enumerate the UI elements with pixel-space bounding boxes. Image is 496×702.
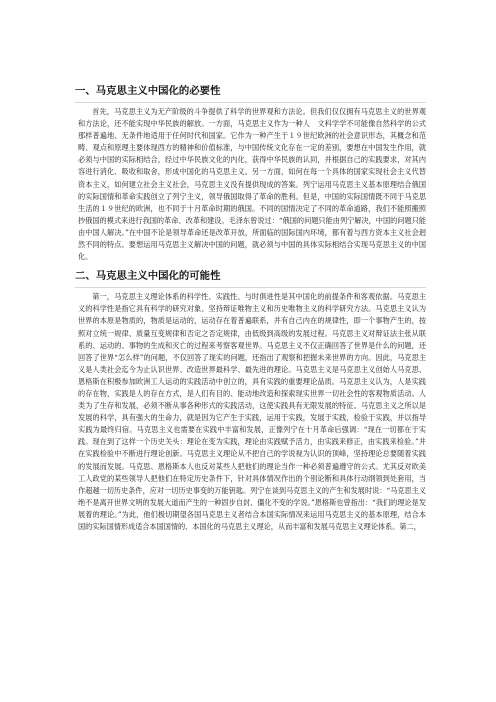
section-2-heading: 二、马克思主义中国化的可能性 bbox=[75, 270, 221, 283]
section-2-divider bbox=[75, 287, 426, 288]
section-1-divider bbox=[75, 102, 426, 103]
section-1-body: 首先，马克思主义为无产阶级的斗争提供了科学的世界观和方法论。但我们仅仅拥有马克思主义的世界观和方法论，还不能实现中华民族的解放。一方面，马克思主义作为一种人 文科学学不可能像自然科学的公式那样普遍地、无条件地适用于任何时代和国家。它作为一种产生于１９世纪欧洲的社会意识形态，其概念和范畴、观点和原理主要体现西方的精神和价值标准，与中国传统文化存在一定的差别，要想在中国发生作用，就必须与中国的实际相结合，经过中华民族文化的内化，获得中华民族的认同，并根据自己的实践要求，对其内容进行消化、吸收和取舍，形成中国化的马克思主义。另一方面，如何在每一个具体的国家实现社会主义代替资本主义，如何建立社会主义社会，马克思主义没有提供现成的答案。列宁运用马克思主义基本原理结合俄国的实际国情和革命实践创立了列宁主义，领导俄国取得了革命的胜利。但是，中国的实际国情既不同于马克思生活的１９世纪的欧洲，也不同于十月革命时期的俄国。不同的国情决定了不同的革命道路，我们不能照搬照抄俄国的模式来进行我国的革命、改革和建设。毛泽东曾说过：“俄国的问题只能由列宁解决，中国的问题只能由中国人解决。”在中国不论是领导革命还是改革开放，所面临的国际国内环境，都有着与西方资本主义社会迥然不同的特点。要想运用马克思主义解决中国的问题，就必须与中国的具体实际相结合实现马克思主义的中国化。 bbox=[78, 107, 426, 262]
section-2-body: 第一，马克思主义理论体系的科学性、实践性、与时俱进性是其中国化的前提条件和客观依据。马克思主义的科学性是指它具有科学的研究对象、坚持辩证唯物主义和历史唯物主义的科学研究方法。马克思主义认为世界的本原是物质的，物质是运动的，运动存在着普遍联系，并有自己内在的规律性，即一个事物产生的，按照对立统一规律、质量互变规律和否定之否定规律，由低级到高级的发展过程。马克思主义对辩证法主张从联系的、运动的、事物的生成和灭亡的过程来考察客观世界。马克思主义不仅正确回答了世界是什么的问题，还回答了世界“怎么样”的问题，不仅回答了现实的问题，还指出了观察和把握未来世界的方向。因此，马克思主义是人类社会迄今为止认识世界、改造世界最科学、最先进的理论。马克思主义是马克思主义创始人马克思、恩格斯在积极参加欧洲工人运动的实践活动中创立的，具有实践的重要理论品质。马克思主义认为，人是实践的存在物，实践是人的存在方式，是人们有目的、能动地改造和探索现实世界一切社会性的客观物质活动。人类为了生存和发展，必须不断从事各种形式的实践活动，这使实践具有无限发展的特征。马克思主义之所以是发展的科学，具有强大的生命力，就是因为它产生于实践，运用于实践，发展于实践，检验于实践，并以指导实践为最终归宿。马克思主义也需要在实践中丰富和发展，正像列宁在十月革命后强调：“现在一切都在于实践。现在到了这样一个历史关头：理论在变为实践，理论由实践赋予活力，由实践来修正，由实践来检验。”并在实践检验中不断进行理论创新。马克思主义理论从不把自己的学说视为认识的顶峰，坚持理论总要随着实践的发展而发展。马克思、恩格斯本人也反对某些人把他们的理论当作一种必须普遍遵守的公式。尤其反对欧美工人政党的某些领导人把他们在特定历史条件下，针对具体情况作出的个别论断和具体行动纲领到处套用，当作超越一切历史条件，应对一切历史事变的万能钥匙。列宁在谈到马克思主义的产生和发展时说：“马克思主义绝不是离开世界文明的发展大道而产生的一种固步自封、僵化不变的学说。”恩格斯也曾指出：“我们的理论是发展着的理论。”为此，他们极切期望各国马克思主义者结合本国实际情况来运用马克思主义的基本原理，结合本国的实际国情形成适合本国国情的、本国化的马克思主义理论，从而丰富和发展马克思主义理论体系。第二， bbox=[78, 292, 426, 531]
section-1-heading: 一、马克思主义中国化的必要性 bbox=[75, 85, 221, 97]
